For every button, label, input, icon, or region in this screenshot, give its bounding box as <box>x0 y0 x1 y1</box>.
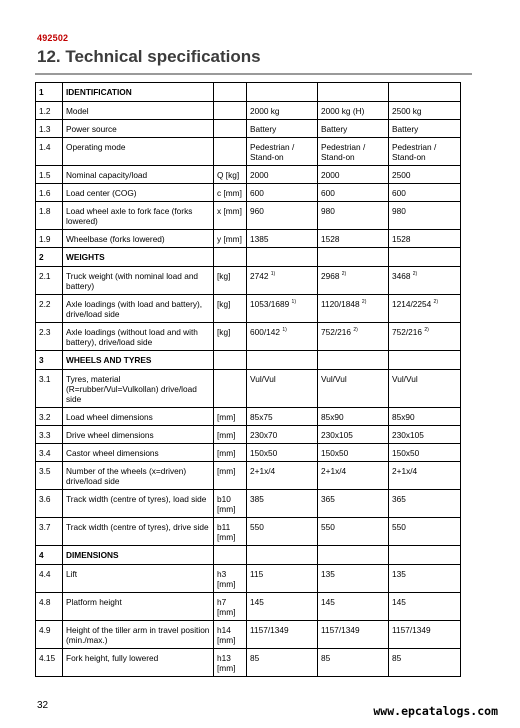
spec-row-value <box>318 490 389 518</box>
spec-value-text: 600 <box>392 188 406 198</box>
spec-row-unit: c [mm] <box>214 184 247 202</box>
spec-row <box>36 267 461 295</box>
spec-row-value <box>247 444 318 462</box>
spec-row-value <box>247 565 318 593</box>
spec-row <box>36 370 461 408</box>
spec-row-label: Track width (centre of tyres), load side <box>63 490 214 518</box>
spec-row-value <box>318 565 389 593</box>
spec-row-label: Axle loadings (with load and battery), drive/load side <box>63 295 214 323</box>
spec-row-unit: y [mm] <box>214 230 247 248</box>
spec-row-value <box>389 462 461 490</box>
spec-value-text: 980 <box>321 206 335 216</box>
spec-row <box>36 444 461 462</box>
spec-value-text: 2000 kg (H) <box>321 106 365 116</box>
spec-row-unit: Q [kg] <box>214 166 247 184</box>
spec-value-text: 365 <box>321 494 335 504</box>
spec-value-text: Vul/Vul <box>392 374 418 384</box>
spec-row-value <box>318 518 389 546</box>
spec-row <box>36 426 461 444</box>
footnote-marker: 2) <box>353 327 358 334</box>
spec-row-unit <box>214 138 247 166</box>
spec-value-text: Vul/Vul <box>321 374 347 384</box>
spec-value-text: 85 <box>250 653 260 663</box>
spec-row <box>36 490 461 518</box>
spec-value-text: Battery <box>250 124 277 134</box>
spec-row-unit: [mm] <box>214 408 247 426</box>
footnote-marker: 2) <box>433 299 438 306</box>
spec-row-label: Power source <box>63 120 214 138</box>
spec-value-text: 1528 <box>392 234 411 244</box>
spec-row-unit <box>214 370 247 408</box>
section-unit-cell <box>214 546 247 565</box>
spec-row <box>36 621 461 649</box>
section-value-cell <box>318 248 389 267</box>
spec-value-text: Pedestrian / Stand-on <box>392 142 437 162</box>
spec-value-text: 550 <box>250 522 264 532</box>
spec-row-value <box>389 490 461 518</box>
spec-row-unit: b11 [mm] <box>214 518 247 546</box>
spec-value-text: 980 <box>392 206 406 216</box>
spec-row-unit: h3 [mm] <box>214 565 247 593</box>
section-unit-cell <box>214 83 247 102</box>
spec-value-text: 85x90 <box>392 412 415 422</box>
spec-value-text: 150x50 <box>392 448 420 458</box>
spec-row-number: 3.3 <box>36 426 63 444</box>
spec-row-value <box>318 370 389 408</box>
spec-row-value <box>389 593 461 621</box>
section-title: DIMENSIONS <box>63 546 214 565</box>
spec-row-value <box>247 593 318 621</box>
spec-value-text: 752/216 <box>321 327 351 337</box>
spec-row <box>36 230 461 248</box>
spec-value-text: 752/216 <box>392 327 422 337</box>
spec-value-text: 85 <box>392 653 402 663</box>
spec-row-number: 1.9 <box>36 230 63 248</box>
spec-row-label: Truck weight (with nominal load and battery) <box>63 267 214 295</box>
section-title: IDENTIFICATION <box>63 83 214 102</box>
spec-row-number: 3.6 <box>36 490 63 518</box>
spec-row-number: 1.4 <box>36 138 63 166</box>
spec-row-value <box>318 649 389 677</box>
spec-row-label: Drive wheel dimensions <box>63 426 214 444</box>
spec-value-text: 230x105 <box>392 430 424 440</box>
spec-row-label: Tyres, material (R=rubber/Vul=Vulkollan) drive/load side <box>63 370 214 408</box>
spec-row-value <box>318 295 389 323</box>
spec-row-label: Number of the wheels (x=driven) drive/load side <box>63 462 214 490</box>
spec-row-value <box>389 518 461 546</box>
spec-row-unit: [kg] <box>214 295 247 323</box>
spec-row-label: Lift <box>63 565 214 593</box>
spec-row-value <box>247 202 318 230</box>
spec-row-value <box>389 267 461 295</box>
spec-row-number: 1.2 <box>36 102 63 120</box>
spec-row <box>36 323 461 351</box>
spec-row-number: 1.5 <box>36 166 63 184</box>
section-number: 1 <box>36 83 63 102</box>
spec-row-value <box>318 202 389 230</box>
spec-value-text: 2+1x/4 <box>250 466 276 476</box>
spec-row <box>36 166 461 184</box>
spec-row-unit: h13 [mm] <box>214 649 247 677</box>
website-watermark[interactable]: www.epcatalogs.com <box>373 704 498 718</box>
footnote-marker: 2) <box>341 271 347 278</box>
spec-row-value <box>389 426 461 444</box>
spec-row-value <box>247 267 318 295</box>
spec-value-text: 135 <box>321 569 335 579</box>
spec-row-label: Wheelbase (forks lowered) <box>63 230 214 248</box>
spec-value-text: 385 <box>250 494 264 504</box>
spec-value-text: 1157/1349 <box>392 625 431 635</box>
spec-row-value <box>389 138 461 166</box>
spec-row-value <box>318 102 389 120</box>
spec-value-text: 1120/1848 <box>321 299 360 309</box>
spec-value-text: Vul/Vul <box>250 374 276 384</box>
spec-row-value <box>318 184 389 202</box>
spec-row <box>36 102 461 120</box>
section-unit-cell <box>214 351 247 370</box>
spec-row-value <box>318 138 389 166</box>
spec-row <box>36 202 461 230</box>
spec-value-text: 550 <box>321 522 335 532</box>
footnote-marker: 2) <box>412 271 418 278</box>
spec-row-value <box>318 166 389 184</box>
spec-row-number: 4.9 <box>36 621 63 649</box>
spec-row-unit: [kg] <box>214 323 247 351</box>
spec-row-value <box>247 370 318 408</box>
spec-row-label: Fork height, fully lowered <box>63 649 214 677</box>
spec-value-text: 145 <box>321 597 335 607</box>
spec-row-unit: x [mm] <box>214 202 247 230</box>
spec-row-unit: h7 [mm] <box>214 593 247 621</box>
spec-row-number: 4.4 <box>36 565 63 593</box>
spec-value-text: 600 <box>321 188 335 198</box>
spec-value-text: 960 <box>250 206 264 216</box>
spec-value-text: 85x75 <box>250 412 273 422</box>
spec-row-number: 3.7 <box>36 518 63 546</box>
section-title: WEIGHTS <box>63 248 214 267</box>
spec-value-text: 2500 <box>392 170 411 180</box>
section-header-row <box>36 83 461 102</box>
footnote-marker: 1) <box>270 271 276 278</box>
spec-row-value <box>318 230 389 248</box>
spec-value-text: 135 <box>392 569 406 579</box>
spec-row-label: Track width (centre of tyres), drive side <box>63 518 214 546</box>
spec-value-text: 1157/1349 <box>321 625 360 635</box>
spec-row-value <box>247 295 318 323</box>
footnote-marker: 2) <box>424 327 429 334</box>
spec-row-value <box>389 649 461 677</box>
footnote-marker: 1) <box>282 327 287 334</box>
spec-row-value <box>318 593 389 621</box>
spec-row <box>36 462 461 490</box>
spec-value-text: 600/142 <box>250 327 280 337</box>
spec-row-number: 2.3 <box>36 323 63 351</box>
spec-value-text: 2+1x/4 <box>321 466 347 476</box>
spec-value-text: 2742 <box>250 271 269 281</box>
spec-value-text: 1528 <box>321 234 340 244</box>
spec-value-text: 230x70 <box>250 430 278 440</box>
section-number: 4 <box>36 546 63 565</box>
section-number: 3 <box>36 351 63 370</box>
section-value-cell <box>318 546 389 565</box>
spec-value-text: 150x50 <box>321 448 349 458</box>
spec-value-text: 115 <box>250 569 264 579</box>
spec-row-unit <box>214 102 247 120</box>
spec-row-number: 1.8 <box>36 202 63 230</box>
spec-row-value <box>318 426 389 444</box>
spec-row-value <box>247 323 318 351</box>
spec-value-text: Pedestrian / Stand-on <box>250 142 295 162</box>
spec-row-unit: [mm] <box>214 426 247 444</box>
spec-value-text: Battery <box>392 124 419 134</box>
spec-value-text: 2500 kg <box>392 106 422 116</box>
spec-row-label: Platform height <box>63 593 214 621</box>
spec-value-text: Battery <box>321 124 348 134</box>
page-number: 32 <box>37 700 49 711</box>
spec-value-text: 85x90 <box>321 412 344 422</box>
spec-row-number: 1.3 <box>36 120 63 138</box>
spec-row-value <box>389 444 461 462</box>
spec-value-text: 145 <box>392 597 406 607</box>
spec-row-number: 3.4 <box>36 444 63 462</box>
spec-row-number: 2.2 <box>36 295 63 323</box>
spec-row-value <box>318 120 389 138</box>
spec-row-value <box>247 426 318 444</box>
section-value-cell <box>318 351 389 370</box>
spec-value-text: 2968 <box>321 271 340 281</box>
spec-row <box>36 565 461 593</box>
spec-value-text: 150x50 <box>250 448 278 458</box>
spec-row-unit: [mm] <box>214 444 247 462</box>
spec-value-text: 365 <box>392 494 406 504</box>
spec-row-value <box>247 120 318 138</box>
spec-row-value <box>318 444 389 462</box>
spec-row-unit: b10 [mm] <box>214 490 247 518</box>
spec-row-unit: [mm] <box>214 462 247 490</box>
section-header-row <box>36 248 461 267</box>
spec-row <box>36 649 461 677</box>
section-title: WHEELS AND TYRES <box>63 351 214 370</box>
title-divider <box>35 73 472 75</box>
spec-row-value <box>247 649 318 677</box>
spec-row-label: Axle loadings (without load and with battery), drive/load side <box>63 323 214 351</box>
section-value-cell <box>318 83 389 102</box>
spec-value-text: 2+1x/4 <box>392 466 418 476</box>
document-code: 492502 <box>37 33 69 43</box>
spec-row-label: Nominal capacity/load <box>63 166 214 184</box>
spec-row-value <box>389 202 461 230</box>
footnote-marker: 2) <box>361 299 367 306</box>
spec-row-label: Height of the tiller arm in travel position (min./max.) <box>63 621 214 649</box>
spec-value-text: 2000 <box>321 170 340 180</box>
spec-row <box>36 138 461 166</box>
spec-value-text: 1385 <box>250 234 269 244</box>
spec-row-number: 3.5 <box>36 462 63 490</box>
spec-row-number: 1.6 <box>36 184 63 202</box>
footnote-marker: 1) <box>291 299 296 306</box>
spec-row-value <box>318 462 389 490</box>
spec-row-value <box>389 565 461 593</box>
spec-row-value <box>389 295 461 323</box>
spec-row-value <box>247 490 318 518</box>
section-value-cell <box>247 351 318 370</box>
section-unit-cell <box>214 248 247 267</box>
spec-row-value <box>389 102 461 120</box>
spec-value-text: 600 <box>250 188 264 198</box>
section-value-cell <box>247 83 318 102</box>
spec-row-value <box>247 462 318 490</box>
section-number: 2 <box>36 248 63 267</box>
spec-row-value <box>389 230 461 248</box>
spec-value-text: 2000 kg <box>250 106 280 116</box>
spec-row <box>36 120 461 138</box>
spec-row-value <box>247 184 318 202</box>
section-value-cell <box>247 546 318 565</box>
spec-row-number: 3.2 <box>36 408 63 426</box>
spec-row-value <box>389 166 461 184</box>
spec-row-number: 3.1 <box>36 370 63 408</box>
spec-value-text: 1214/2254 <box>392 299 432 309</box>
spec-row-label: Operating mode <box>63 138 214 166</box>
spec-row-label: Castor wheel dimensions <box>63 444 214 462</box>
spec-row <box>36 518 461 546</box>
spec-row-value <box>247 518 318 546</box>
spec-value-text: 3468 <box>392 271 411 281</box>
spec-row-value <box>247 102 318 120</box>
spec-row-value <box>389 621 461 649</box>
spec-row-label: Load wheel dimensions <box>63 408 214 426</box>
section-value-cell <box>389 83 461 102</box>
specifications-table-body <box>36 83 461 677</box>
section-value-cell <box>247 248 318 267</box>
spec-row <box>36 295 461 323</box>
spec-row-label: Load center (COG) <box>63 184 214 202</box>
specifications-table <box>35 82 461 677</box>
spec-row-unit: h14 [mm] <box>214 621 247 649</box>
spec-row-value <box>389 184 461 202</box>
spec-row-value <box>389 408 461 426</box>
spec-row <box>36 184 461 202</box>
spec-value-text: 145 <box>250 597 264 607</box>
page-title: 12. Technical specifications <box>37 47 261 66</box>
spec-row-value <box>389 370 461 408</box>
spec-row-value <box>318 621 389 649</box>
spec-row-number: 4.15 <box>36 649 63 677</box>
section-header-row <box>36 546 461 565</box>
spec-row-number: 2.1 <box>36 267 63 295</box>
spec-value-text: 1157/1349 <box>250 625 289 635</box>
spec-row-unit <box>214 120 247 138</box>
spec-row-unit: [kg] <box>214 267 247 295</box>
spec-row-label: Load wheel axle to fork face (forks lowered) <box>63 202 214 230</box>
spec-row-value <box>389 120 461 138</box>
spec-row-value <box>247 166 318 184</box>
spec-row-value <box>318 267 389 295</box>
spec-row-value <box>247 230 318 248</box>
section-value-cell <box>389 351 461 370</box>
spec-value-text: 2000 <box>250 170 269 180</box>
spec-row-value <box>247 621 318 649</box>
section-value-cell <box>389 248 461 267</box>
spec-value-text: 550 <box>392 522 406 532</box>
spec-row-value <box>318 408 389 426</box>
spec-row-number: 4.8 <box>36 593 63 621</box>
spec-value-text: 85 <box>321 653 331 663</box>
spec-row-label: Model <box>63 102 214 120</box>
spec-value-text: 230x105 <box>321 430 353 440</box>
spec-row-value <box>318 323 389 351</box>
spec-row <box>36 408 461 426</box>
spec-row-value <box>389 323 461 351</box>
spec-value-text: 1053/1689 <box>250 299 290 309</box>
section-value-cell <box>389 546 461 565</box>
spec-value-text: Pedestrian / Stand-on <box>321 142 366 162</box>
spec-row-value <box>247 408 318 426</box>
spec-row-value <box>247 138 318 166</box>
section-header-row <box>36 351 461 370</box>
spec-row <box>36 593 461 621</box>
